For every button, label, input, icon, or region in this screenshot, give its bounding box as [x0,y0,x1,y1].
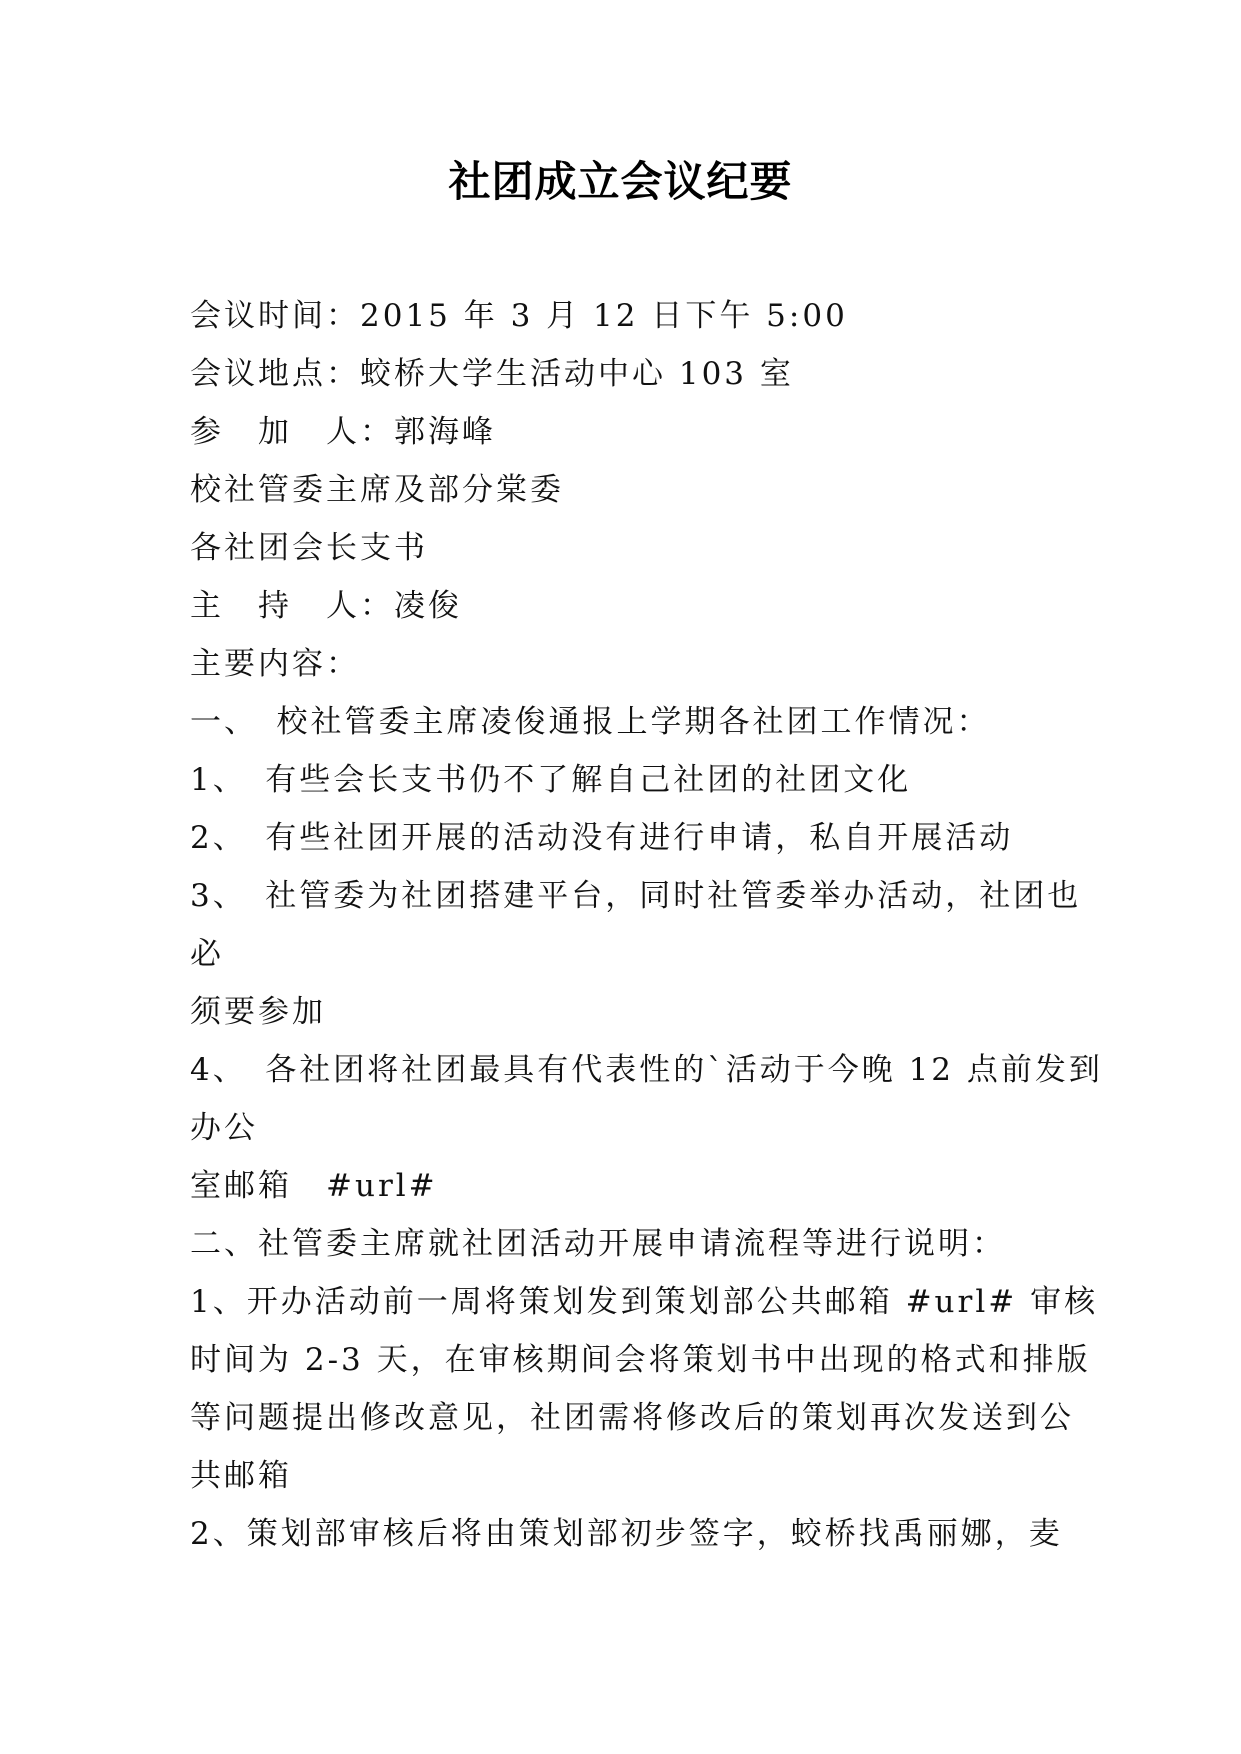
list-item: 4、 各社团将社团最具有代表性的`活动于今晚 12 点前发到 [190,1052,1103,1088]
attendees-line-2: 校社管委主席及部分棠委 [190,472,564,508]
section-one-heading: 一、 校社管委主席凌俊通报上学期各社团工作情况： [190,704,991,740]
list-item-continuation: 办公 [190,1110,258,1146]
list-item-continuation: 等问题提出修改意见，社团需将修改后的策划再次发送到公 [190,1400,1074,1436]
host-line: 主 持 人：凌俊 [190,588,462,624]
list-item-continuation: 时间为 2-3 天，在审核期间会将策划书中出现的格式和排版 [190,1342,1091,1378]
document-title: 社团成立会议纪要 [448,157,793,206]
list-item: 2、 有些社团开展的活动没有进行申请，私自开展活动 [190,820,1014,856]
list-item: 2、策划部审核后将由策划部初步签字，蛟桥找禹丽娜，麦 [190,1516,1063,1552]
list-item: 1、开办活动前一周将策划发到策划部公共邮箱 #url# 审核 [190,1284,1099,1320]
meeting-time-line: 会议时间：2015 年 3 月 12 日下午 5:00 [190,298,848,334]
section-two-heading: 二、社管委主席就社团活动开展申请流程等进行说明： [190,1226,1006,1262]
list-item-continuation: 共邮箱 [190,1458,292,1494]
list-item-continuation: 室邮箱 #url# [190,1168,438,1204]
list-item-continuation: 必 [190,936,224,972]
meeting-location-line: 会议地点：蛟桥大学生活动中心 103 室 [190,356,794,392]
main-content-heading: 主要内容： [190,646,360,682]
document-body [190,287,1103,1563]
attendees-line: 参 加 人：郭海峰 [190,414,496,450]
list-item: 1、 有些会长支书仍不了解自己社团的社团文化 [190,762,912,798]
list-item-continuation: 须要参加 [190,994,326,1030]
list-item: 3、 社管委为社团搭建平台，同时社管委举办活动，社团也 [190,878,1082,914]
attendees-line-3: 各社团会长支书 [190,530,428,566]
